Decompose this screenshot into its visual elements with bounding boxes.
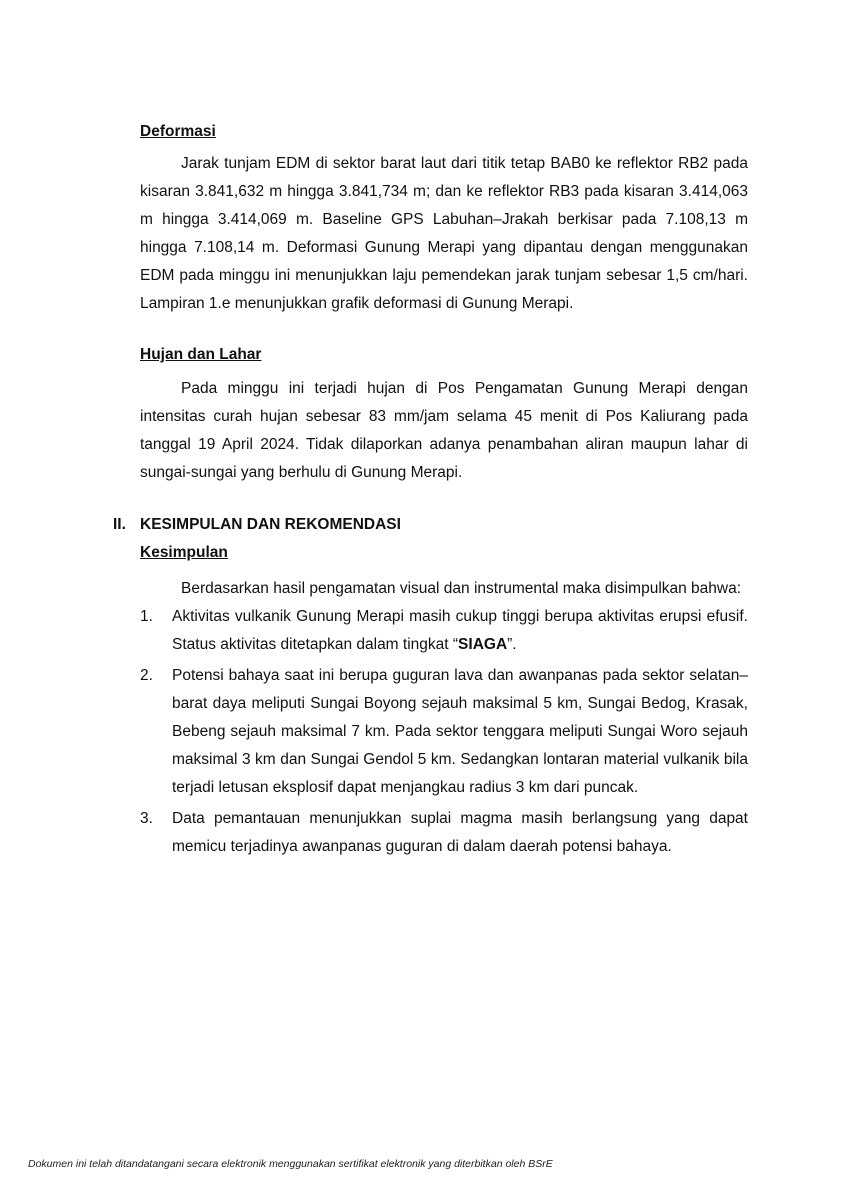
hujan-lahar-paragraph: Pada minggu ini terjadi hujan di Pos Pengamatan Gunung Merapi dengan intensitas curah hujan sebesar 83 mm/jam selama 45 menit di Pos Kaliurang pada tanggal 19 April 2024. Tidak dilaporkan adanya penambahan aliran maupun lahar di sungai-sungai yang berhulu di Gunung Merapi. xyxy=(140,380,748,481)
kesimpulan-heading: Kesimpulan xyxy=(140,544,228,561)
list-item-text: Aktivitas vulkanik Gunung Merapi masih cukup tinggi berupa aktivitas erupsi efusif. Status aktivitas ditetapkan dalam tingkat “ xyxy=(172,608,748,653)
list-item xyxy=(140,662,748,802)
list-item xyxy=(140,603,748,659)
kesimpulan-list xyxy=(140,603,748,864)
list-item-number: 3. xyxy=(140,810,153,827)
status-siaga: SIAGA xyxy=(458,636,508,653)
hujan-lahar-heading: Hujan dan Lahar xyxy=(140,346,262,363)
list-item-text-end: ”. xyxy=(507,636,517,653)
footer-signature-note: Dokumen ini telah ditandatangani secara elektronik menggunakan sertifikat elektronik yang diterbitkan oleh BSrE xyxy=(28,1158,553,1170)
list-item-number: 1. xyxy=(140,608,153,625)
deformasi-paragraph: Jarak tunjam EDM di sektor barat laut dari titik tetap BAB0 ke reflektor RB2 pada kisaran 3.841,632 m hingga 3.841,734 m; dan ke reflektor RB3 pada kisaran 3.414,063 m hingga 3.414,069 m. Baseline GPS Labuhan–Jrakah berkisar pada 7.108,13 m hingga 7.108,14 m. Deformasi Gunung Merapi yang dipantau dengan menggunakan EDM pada minggu ini menunjukkan laju pemendekan jarak tunjam sebesar 1,5 cm/hari. Lampiran 1.e menunjukkan grafik deformasi di Gunung Merapi. xyxy=(140,155,748,312)
list-item-text: Data pemantauan menunjukkan suplai magma masih berlangsung yang dapat memicu terjadinya awanpanas guguran di dalam daerah potensi bahaya. xyxy=(172,810,748,855)
list-item-text: Potensi bahaya saat ini berupa guguran lava dan awanpanas pada sektor selatan–barat daya meliputi Sungai Boyong sejauh maksimal 5 km, Sungai Bedog, Krasak, Bebeng sejauh maksimal 7 km. Pada sektor tenggara meliputi Sungai Woro sejauh maksimal 3 km dan Sungai Gendol 5 km. Sedangkan lontaran material vulkanik bila terjadi letusan eksplosif dapat menjangkau radius 3 km dari puncak. xyxy=(172,667,748,796)
deformasi-heading: Deformasi xyxy=(140,123,216,140)
section-number: II. xyxy=(113,516,126,533)
section-title xyxy=(113,515,401,535)
list-item xyxy=(140,805,748,861)
list-item-number: 2. xyxy=(140,667,153,684)
kesimpulan-intro: Berdasarkan hasil pengamatan visual dan instrumental maka disimpulkan bahwa: xyxy=(181,580,742,597)
section-title-text: KESIMPULAN DAN REKOMENDASI xyxy=(140,516,401,533)
